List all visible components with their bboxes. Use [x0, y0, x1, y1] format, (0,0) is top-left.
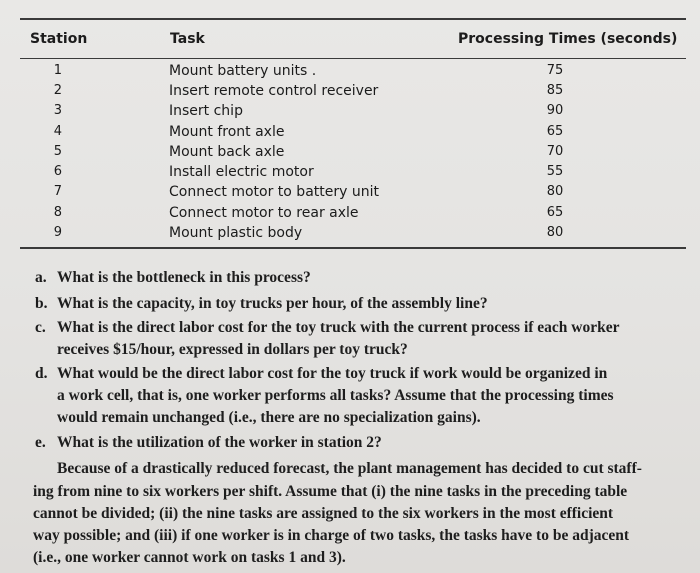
task-name: Mount front axle	[169, 124, 285, 140]
processing-time: 85	[546, 83, 564, 98]
table-row	[0, 182, 700, 202]
processing-time: 80	[546, 225, 564, 240]
paragraph-line-4: way possible; and (iii) if one worker is in charge of two tasks, the tasks have to be adjacent	[33, 527, 630, 544]
table-bottom-rule	[20, 247, 686, 249]
header-station: Station	[30, 31, 88, 47]
processing-time: 75	[546, 63, 564, 78]
station-number: 3	[53, 103, 62, 118]
table-top-rule	[20, 18, 686, 20]
processing-time: 55	[546, 164, 564, 179]
question-d-letter: d.	[35, 365, 48, 382]
table-row	[0, 122, 700, 142]
table-row	[0, 61, 700, 81]
task-name: Install electric motor	[169, 164, 314, 180]
station-number: 4	[53, 124, 62, 139]
station-number: 9	[53, 225, 62, 240]
task-name: Connect motor to rear axle	[169, 205, 359, 221]
table-row	[0, 203, 700, 223]
paragraph-line-3: cannot be divided; (ii) the nine tasks are assigned to the six workers in the most efficient	[33, 505, 614, 522]
station-number: 6	[53, 164, 62, 179]
task-name: Mount battery units .	[169, 63, 317, 79]
paragraph-line-2: ing from nine to six workers per shift. Assume that (i) the nine tasks in the preceding table	[33, 483, 628, 500]
table-row	[0, 101, 700, 121]
question-c-letter: c.	[35, 319, 46, 336]
question-a-letter: a.	[35, 269, 47, 286]
question-e-letter: e.	[35, 434, 46, 451]
table-row	[0, 81, 700, 101]
station-number: 2	[53, 83, 62, 98]
question-c-line2: receives $15/hour, expressed in dollars per toy truck?	[57, 341, 408, 358]
task-name: Insert remote control receiver	[169, 83, 379, 99]
task-name: Mount plastic body	[169, 225, 303, 241]
processing-time: 80	[546, 184, 564, 199]
processing-time: 65	[546, 124, 564, 139]
question-d-line1: What would be the direct labor cost for the toy truck if work would be organized in	[57, 365, 608, 382]
question-d-line2: a work cell, that is, one worker performs all tasks? Assume that the processing times	[57, 387, 614, 404]
processing-time: 70	[546, 144, 564, 159]
table-row	[0, 142, 700, 162]
question-e-text: What is the utilization of the worker in station 2?	[57, 434, 382, 451]
station-number: 8	[53, 205, 62, 220]
task-name: Connect motor to battery unit	[169, 184, 379, 200]
task-name: Insert chip	[169, 103, 243, 119]
station-number: 5	[53, 144, 62, 159]
paragraph-line-5: (i.e., one worker cannot work on tasks 1 and 3).	[33, 549, 346, 566]
question-d-line3: would remain unchanged (i.e., there are no specialization gains).	[57, 409, 481, 426]
header-processing-times: Processing Times (seconds)	[458, 31, 678, 47]
processing-time: 90	[546, 103, 564, 118]
station-number: 1	[53, 63, 62, 78]
question-a-text: What is the bottleneck in this process?	[57, 269, 311, 286]
question-c-line1: What is the direct labor cost for the toy truck with the current process if each worker	[57, 319, 620, 336]
table-header-rule	[20, 58, 686, 59]
header-task: Task	[170, 31, 205, 47]
table-row	[0, 223, 700, 243]
processing-time: 65	[546, 205, 564, 220]
question-b-text: What is the capacity, in toy trucks per hour, of the assembly line?	[57, 295, 488, 312]
station-number: 7	[53, 184, 62, 199]
task-name: Mount back axle	[169, 144, 285, 160]
table-row	[0, 162, 700, 182]
question-b-letter: b.	[35, 295, 48, 312]
paragraph-line-1: Because of a drastically reduced forecast, the plant management has decided to cut staff-	[57, 460, 642, 477]
